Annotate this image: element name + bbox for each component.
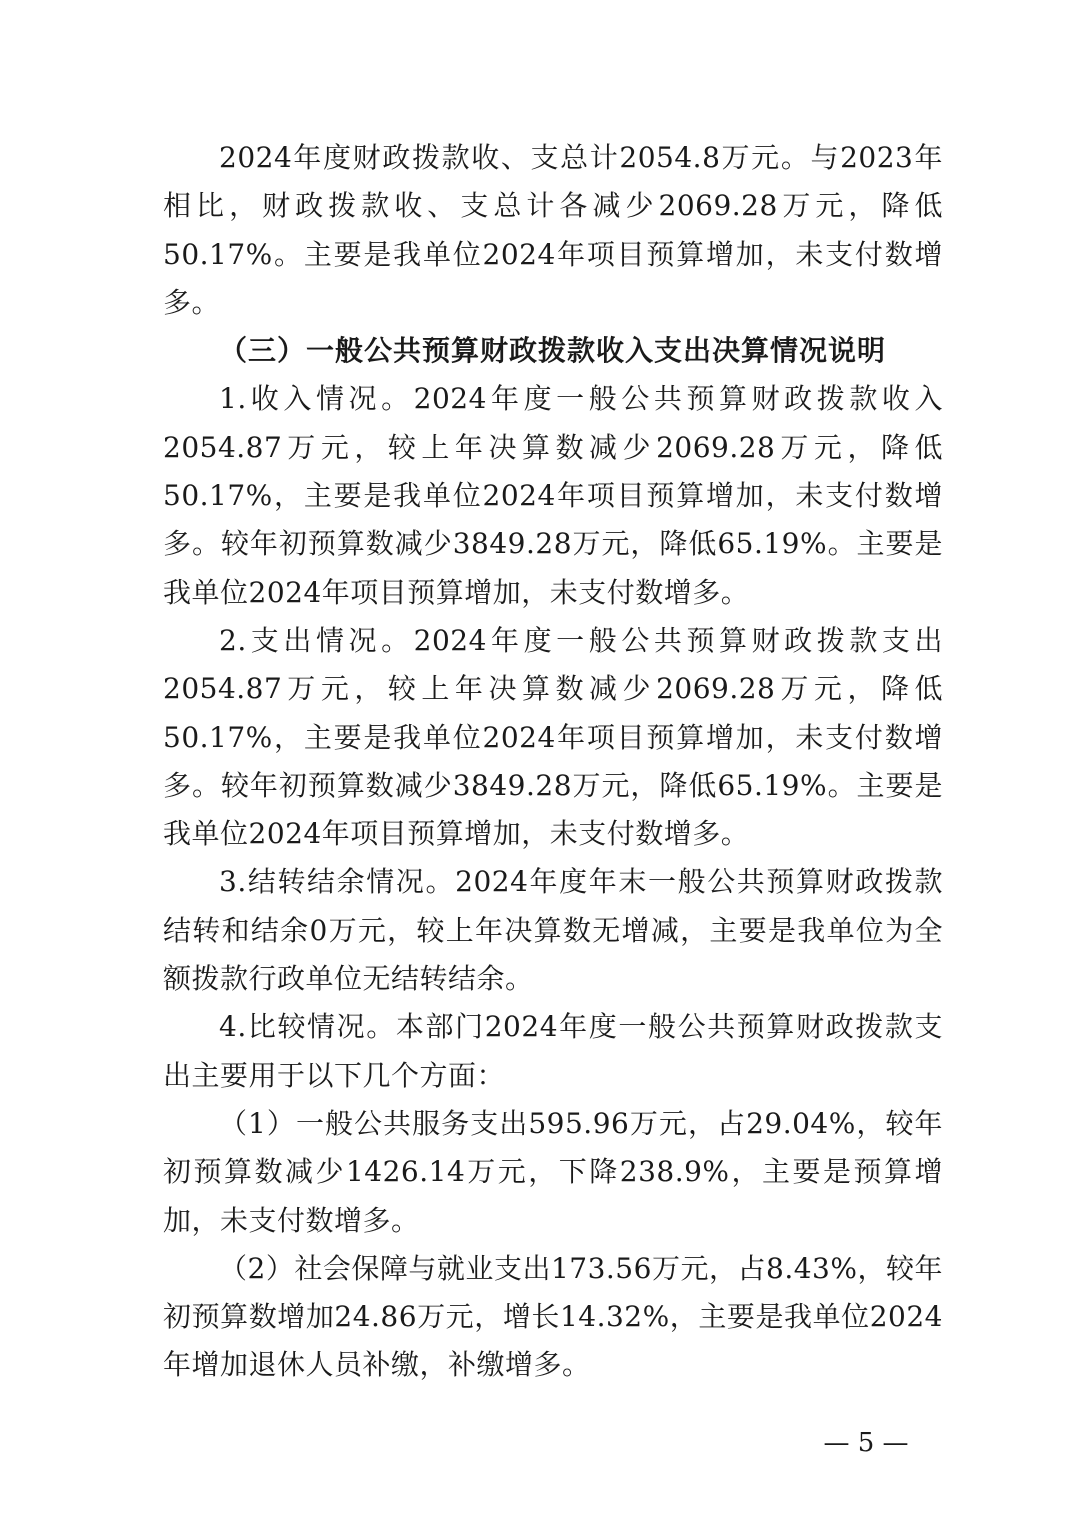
- paragraph-comparison: 4.比较情况。本部门2024年度一般公共预算财政拨款支出主要用于以下几个方面：: [163, 1010, 943, 1092]
- paragraph-income: 1.收入情况。2024年度一般公共预算财政拨款收入2054.87万元，较上年决算数减少2069.28万元，降低50.17%，主要是我单位2024年项目预算增加，未支付数增多。较年初预算数减少3849.28万元，降低65.19%。主要是我单位2024年项目预算增加，未支付数增多。: [163, 382, 943, 609]
- document-body: [163, 134, 943, 1390]
- paragraph-item-1: （1）一般公共服务支出595.96万元，占29.04%，较年初预算数减少1426.14万元，下降238.9%，主要是预算增加，未支付数增多。: [163, 1106, 943, 1237]
- paragraph-expenditure: 2.支出情况。2024年度一般公共预算财政拨款支出2054.87万元，较上年决算数减少2069.28万元，降低50.17%，主要是我单位2024年项目预算增加，未支付数增多。较年初预算数减少3849.28万元，降低65.19%。主要是我单位2024年项目预算增加，未支付数增多。: [163, 623, 943, 851]
- section-heading: （三）一般公共预算财政拨款收入支出决算情况说明: [219, 334, 887, 368]
- paragraph-summary: 2024年度财政拨款收、支总计2054.8万元。与2023年相比，财政拨款收、支总计各减少2069.28万元，降低50.17%。主要是我单位2024年项目预算增加，未支付数增多。: [163, 141, 943, 319]
- page-number: — 5 —: [823, 1428, 909, 1458]
- paragraph-carryover: 3.结转结余情况。2024年度年末一般公共预算财政拨款结转和结余0万元，较上年决算数无增减，主要是我单位为全额拨款行政单位无结转结余。: [163, 865, 943, 996]
- paragraph-item-2: （2）社会保障与就业支出173.56万元，占8.43%，较年初预算数增加24.86万元，增长14.32%，主要是我单位2024年增加退休人员补缴，补缴增多。: [163, 1251, 943, 1382]
